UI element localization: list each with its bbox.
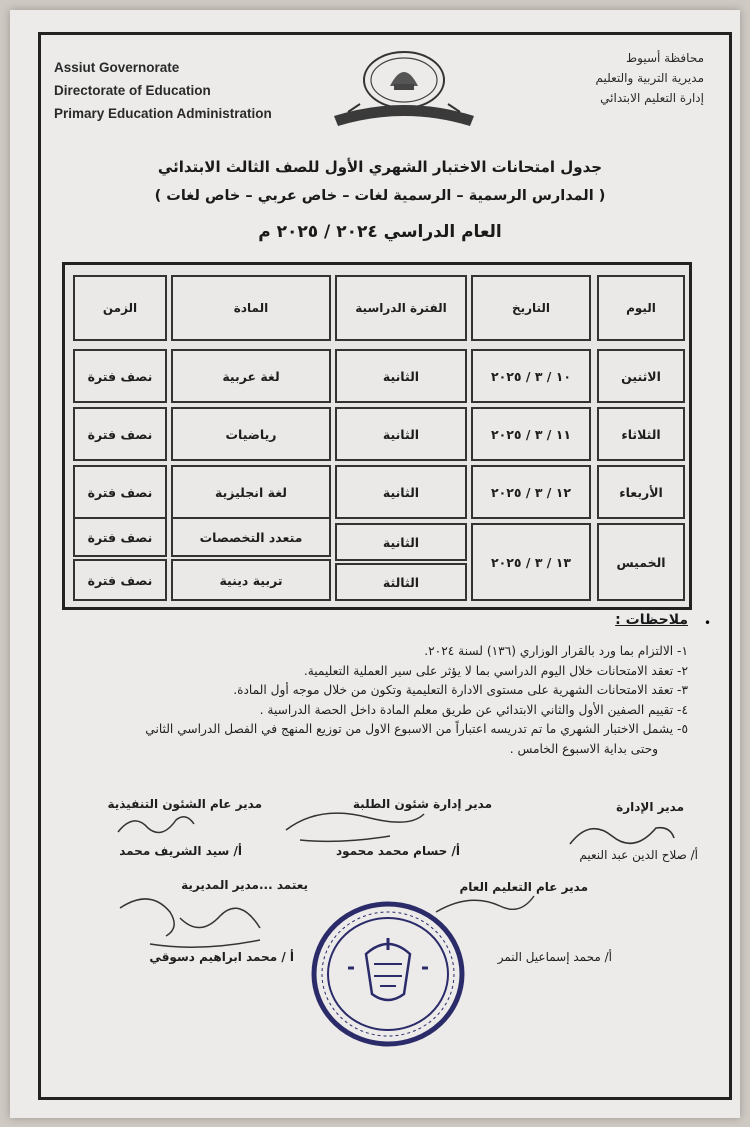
- sig-exec-affairs-title: مدير عام الشئون التنفيذية: [107, 797, 262, 811]
- row5-subject: تربية دينية: [171, 559, 331, 601]
- signature-scribble-icon: [110, 888, 280, 958]
- sig-student-affairs-name: أ/ حسام محمد محمود: [335, 844, 460, 858]
- note-item: ٥- يشمل الاختبار الشهري ما تم تدريسه اعتباراً من الاسبوع الاول من توزيع المنهج في الفصل الدراسي الثاني: [145, 722, 688, 736]
- note-item: ٢- تعقد الامتحانات خلال اليوم الدراسي بما لا يؤثر على سير العملية التعليمية.: [303, 663, 688, 678]
- document-title: جدول امتحانات الاختبار الشهري الأول للصف الثالث الابتدائي: [157, 158, 603, 176]
- bullet-icon: •: [704, 616, 712, 630]
- sig-general-edu-name: أ/ محمد إسماعيل النمر: [497, 950, 612, 964]
- row4-date: ١٣ / ٣ / ٢٠٢٥: [471, 523, 591, 601]
- row1-date: ١٠ / ٣ / ٢٠٢٥: [471, 349, 591, 403]
- exam-schedule-table: [62, 262, 692, 610]
- notes-title: ملاحظات :: [615, 612, 688, 628]
- row4-time: نصف فترة: [73, 517, 167, 557]
- header-time: الزمن: [73, 275, 167, 341]
- note-item: وحتى بداية الاسبوع الخامس .: [509, 741, 658, 756]
- row3-period: الثانية: [335, 465, 467, 519]
- row4-period: الثانية: [335, 523, 467, 561]
- header-en-line: Directorate of Education: [54, 83, 211, 98]
- header-ar-line: إدارة التعليم الابتدائي: [600, 91, 704, 105]
- academic-year: العام الدراسي ٢٠٢٤ / ٢٠٢٥ م: [258, 222, 502, 242]
- row1-day: الاثنين: [597, 349, 685, 403]
- header-subject: المادة: [171, 275, 331, 341]
- row4-day: الخميس: [597, 523, 685, 601]
- note-item: ٣- تعقد الامتحانات الشهرية على مستوى الادارة التعليمية وتكون من خلال موجه أول المادة.: [233, 683, 688, 697]
- notes-list: [28, 642, 688, 759]
- row3-date: ١٢ / ٣ / ٢٠٢٥: [471, 465, 591, 519]
- signature-scribble-icon: [280, 800, 430, 850]
- sig-exec-affairs-name: أ/ سيد الشريف محمد: [119, 844, 242, 858]
- row5-period: الثالثة: [335, 563, 467, 601]
- sig-approve-name: أ / محمد ابراهيم دسوقي: [149, 950, 294, 964]
- header-english: [54, 56, 272, 125]
- header-date: التاريخ: [471, 275, 591, 341]
- sig-student-affairs-title: مدير إدارة شئون الطلبة: [352, 797, 492, 811]
- sig-approve-title: يعتمد ...مدير المديرية: [181, 878, 308, 892]
- header-period: الفترة الدراسية: [335, 275, 467, 341]
- row3-day: الأربعاء: [597, 465, 685, 519]
- header-arabic: [596, 48, 705, 108]
- row1-period: الثانية: [335, 349, 467, 403]
- row1-subject: لغة عربية: [171, 349, 331, 403]
- row2-period: الثانية: [335, 407, 467, 461]
- row2-subject: رياضيات: [171, 407, 331, 461]
- row2-date: ١١ / ٣ / ٢٠٢٥: [471, 407, 591, 461]
- header-day: اليوم: [597, 275, 685, 341]
- row3-time: نصف فترة: [73, 465, 167, 519]
- sig-general-edu-title: مدير عام التعليم العام: [459, 880, 588, 894]
- header-en-line: Primary Education Administration: [54, 106, 272, 121]
- header-en-line: Assiut Governorate: [54, 60, 180, 75]
- row4-subject: متعدد التخصصات: [171, 517, 331, 557]
- row1-time: نصف فترة: [73, 349, 167, 403]
- sig-director-admin-title: مدير الإدارة: [616, 800, 684, 814]
- row3-subject: لغة انجليزية: [171, 465, 331, 519]
- header-ar-line: مديرية التربية والتعليم: [595, 71, 704, 85]
- row2-day: الثلاثاء: [597, 407, 685, 461]
- administration-logo-icon: [330, 46, 478, 136]
- sig-director-admin-name: أ/ صلاح الدين عبد النعيم: [579, 848, 698, 862]
- note-item: ٤- تقييم الصفين الأول والثاني الابتدائي عن طريق معلم المادة داخل الحصة الدراسية .: [259, 702, 688, 717]
- signature-scribble-icon: [110, 806, 200, 846]
- row2-time: نصف فترة: [73, 407, 167, 461]
- note-item: ١- الالتزام بما ورد بالقرار الوزاري (١٣٦) لسنة ٢٠٢٤.: [424, 644, 688, 658]
- row5-time: نصف فترة: [73, 559, 167, 601]
- document-subtitle: ( المدارس الرسمية – الرسمية لغات – خاص عربي – خاص لغات ): [154, 188, 606, 204]
- header-ar-line: محافظة أسيوط: [626, 51, 704, 65]
- official-stamp-icon: [308, 898, 468, 1050]
